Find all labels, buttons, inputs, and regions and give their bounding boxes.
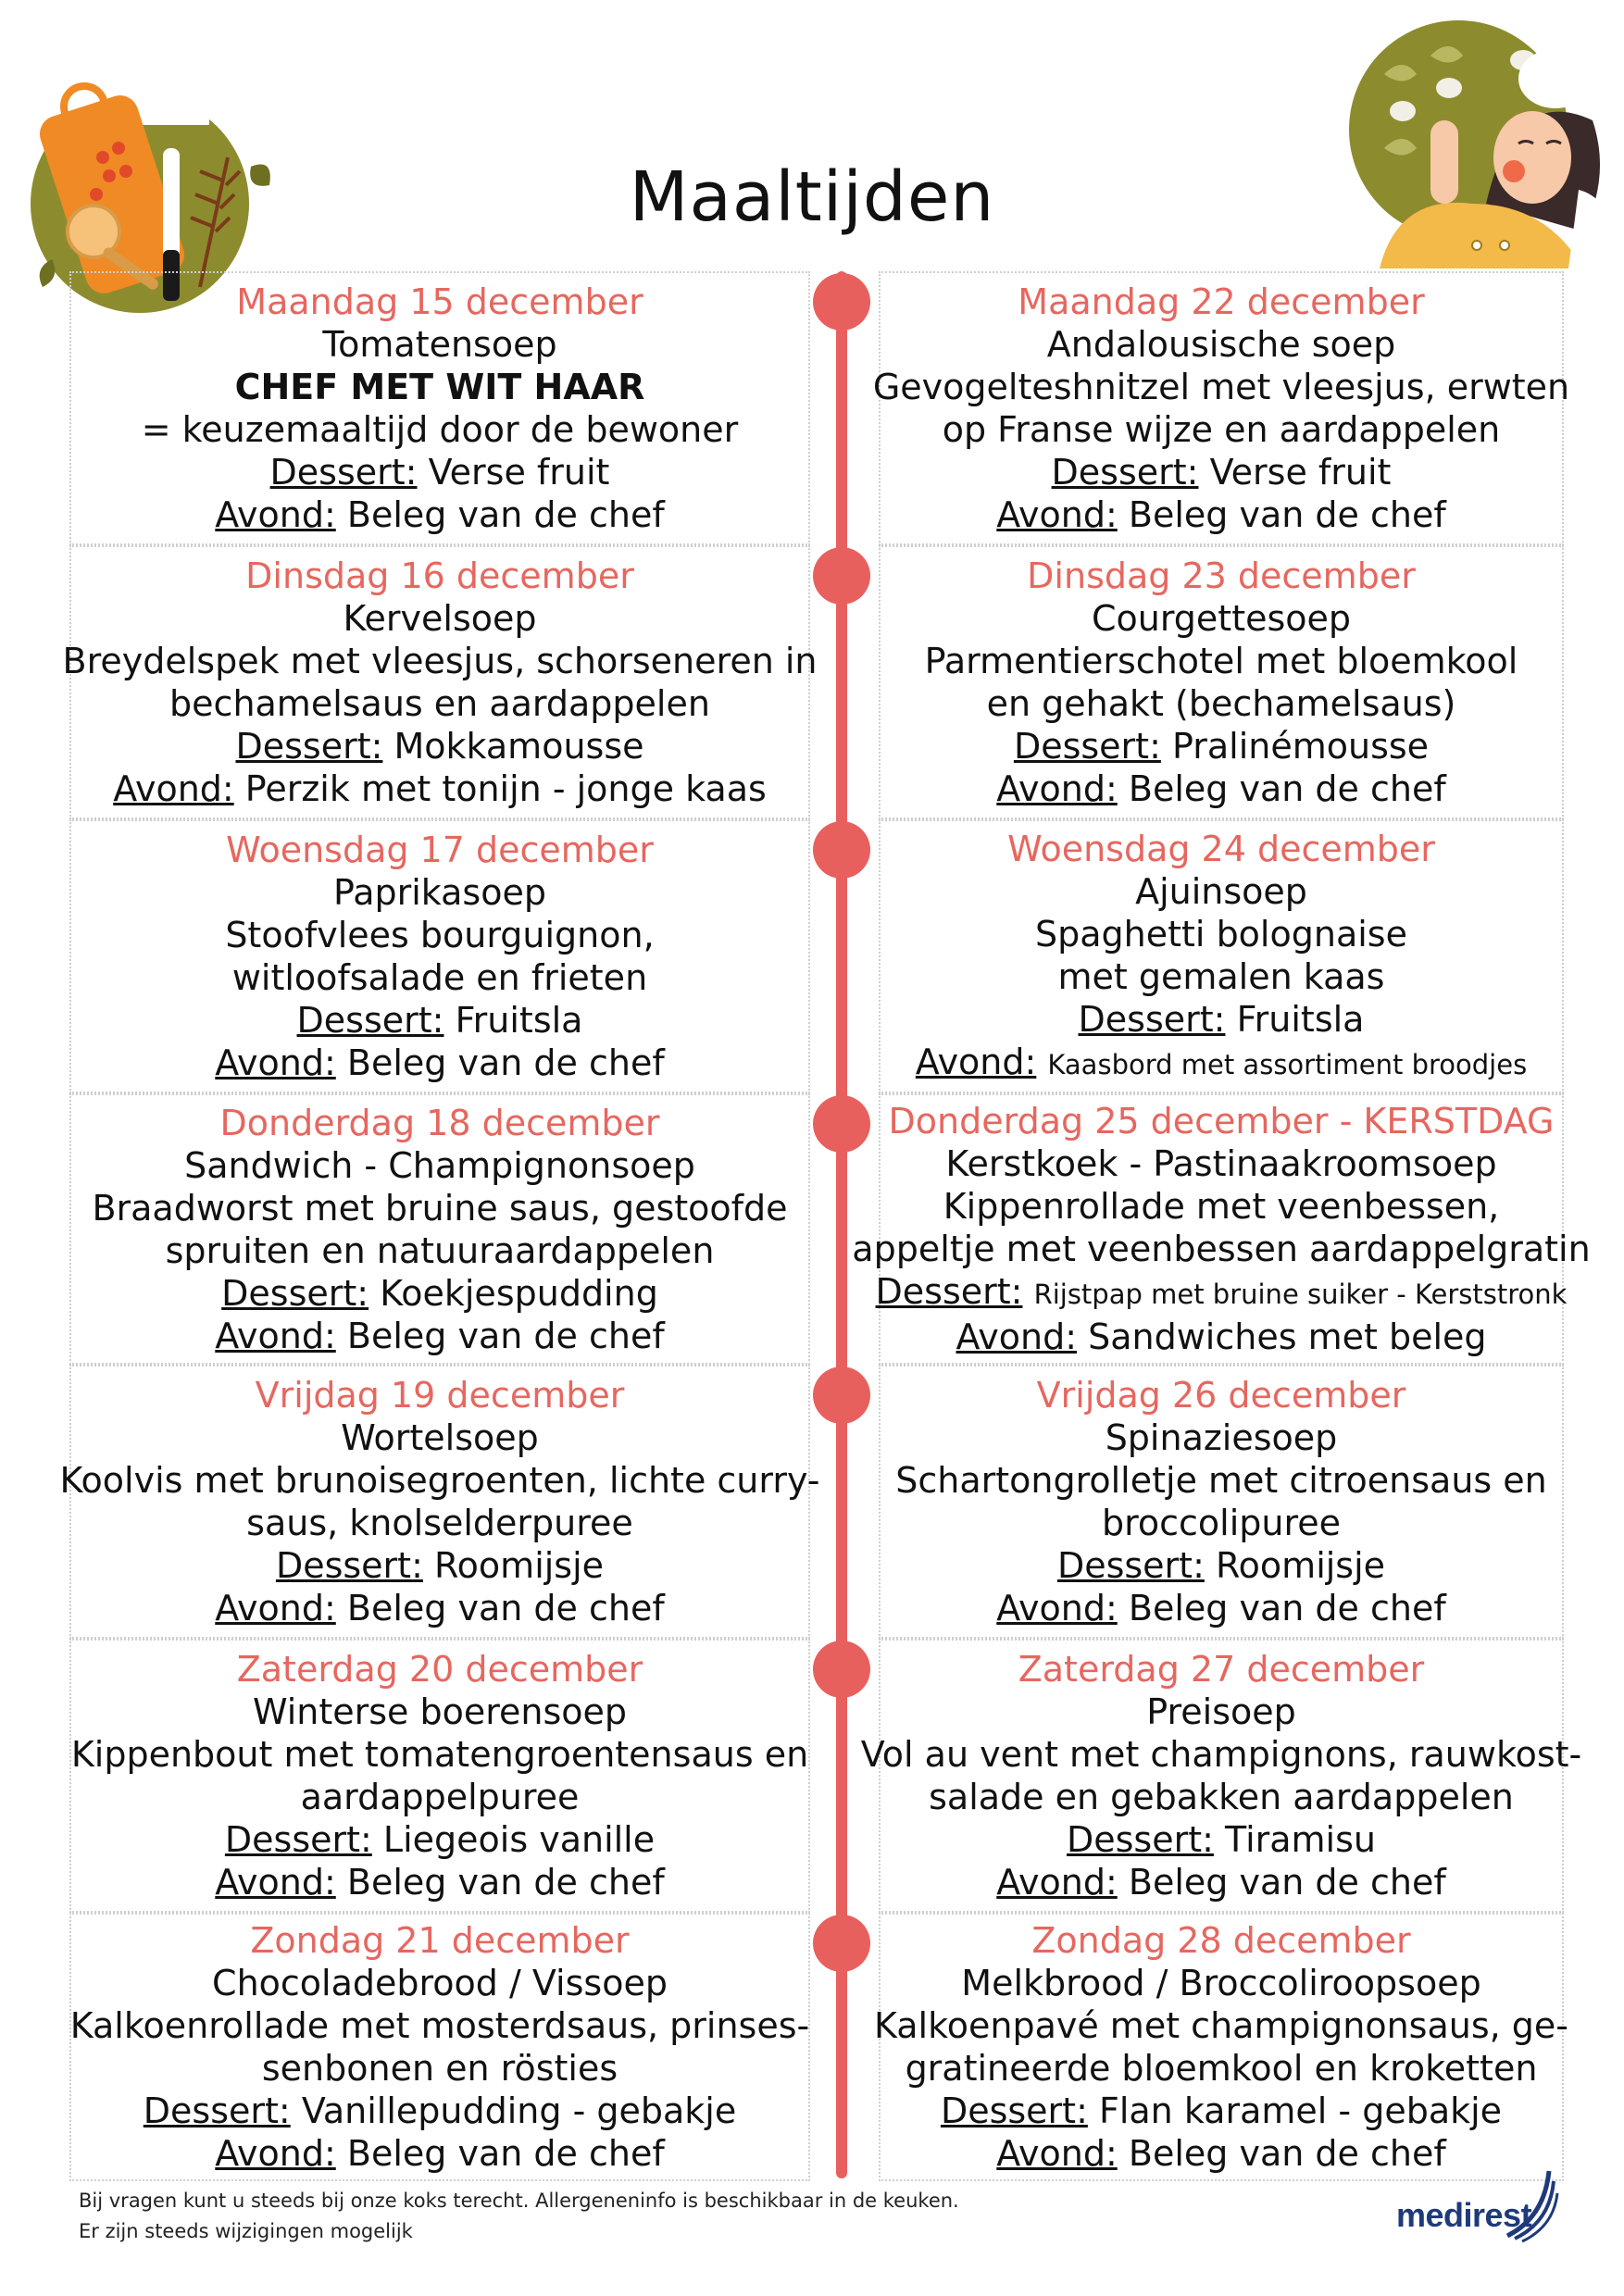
avond-value: Beleg van de chef xyxy=(346,1042,665,1083)
day-heading: Zondag 21 december xyxy=(250,1920,630,1961)
dessert-line xyxy=(941,2090,1502,2132)
avond-line xyxy=(113,767,767,810)
avond-line xyxy=(215,1861,664,1903)
avond-label: Avond: xyxy=(215,1862,336,1903)
avond-label: Avond: xyxy=(996,1588,1118,1628)
day-heading: Maandag 22 december xyxy=(1018,281,1425,322)
dessert-value: Fruitsla xyxy=(1236,998,1365,1040)
dessert-line xyxy=(876,1270,1568,1316)
avond-value: Beleg van de chef xyxy=(1128,1862,1446,1903)
avond-line xyxy=(956,1316,1486,1358)
menu-cell-right xyxy=(879,1365,1564,1639)
day-heading: Woensdag 24 december xyxy=(1007,828,1435,869)
main-dish-line: Kippenbout met tomatengroentensaus en xyxy=(70,1734,809,1775)
dessert-label: Dessert: xyxy=(1013,726,1161,767)
dessert-value: Rijstpap met bruine suiker - Kerststronk xyxy=(1033,1279,1568,1310)
day-heading: Vrijdag 26 december xyxy=(1036,1375,1406,1416)
dessert-value: Flan karamel - gebakje xyxy=(1098,2090,1503,2131)
page-title: Maaltijden xyxy=(629,157,995,237)
dessert-line xyxy=(1052,451,1392,493)
dessert-value: Fruitsla xyxy=(455,1000,583,1041)
main-dish-line: Breydelspek met vleesjus, schorseneren in xyxy=(62,641,818,681)
menu-cell-left xyxy=(62,545,818,819)
menu-cell-right xyxy=(873,1913,1569,2181)
dessert-label: Dessert: xyxy=(1056,1545,1205,1586)
avond-label: Avond: xyxy=(215,2133,336,2174)
main-dish-line: Parmentierschotel met bloemkool xyxy=(924,641,1518,681)
menu-cell-left xyxy=(59,1365,820,1639)
dessert-label: Dessert: xyxy=(275,1545,423,1586)
soup-line: Kerstkoek - Pastinaakroomsoep xyxy=(945,1143,1497,1184)
avond-label: Avond: xyxy=(215,1042,336,1083)
day-heading: Dinsdag 23 december xyxy=(1027,555,1416,596)
avond-line xyxy=(215,2132,664,2175)
soup-line: Wortelsoep xyxy=(341,1417,539,1458)
avond-value: Sandwiches met beleg xyxy=(1088,1316,1487,1357)
main-dish-line: Braadworst met bruine saus, gestoofde xyxy=(92,1187,788,1229)
soup-line: Ajuinsoep xyxy=(1135,870,1307,912)
main-dish-line: broccolipuree xyxy=(1101,1503,1342,1543)
dessert-label: Dessert: xyxy=(1078,998,1226,1040)
dessert-value: Roomijsje xyxy=(1215,1545,1386,1586)
dessert-line xyxy=(221,1272,658,1315)
avond-label: Avond: xyxy=(996,768,1118,809)
menu-cell-left xyxy=(69,819,810,1093)
day-heading: Donderdag 18 december xyxy=(219,1102,660,1143)
soup-line: Chocoladebrood / Vissoep xyxy=(212,1963,668,2003)
dessert-value: Verse fruit xyxy=(1209,452,1392,493)
timeline-dot xyxy=(813,547,870,605)
soup-line: Courgettesoep xyxy=(1091,598,1352,639)
dessert-value: Mokkamousse xyxy=(394,726,644,767)
dessert-value: Tiramisu xyxy=(1225,1819,1376,1860)
dessert-line xyxy=(1067,1818,1376,1861)
day-heading: Zaterdag 27 december xyxy=(1018,1649,1425,1690)
day-heading: Zaterdag 20 december xyxy=(236,1649,643,1690)
day-heading: Vrijdag 19 december xyxy=(255,1375,625,1416)
timeline-dot xyxy=(813,1915,870,1972)
menu-cell-right xyxy=(860,1639,1582,1913)
avond-label: Avond: xyxy=(215,1588,336,1628)
brand-name: medirest xyxy=(1396,2196,1532,2234)
soup-line: Winterse boerensoep xyxy=(252,1691,628,1732)
menu-cell-left xyxy=(69,1639,810,1913)
footer-note: Bij vragen kunt u steeds bij onze koks terecht. Allergeneninfo is beschikbaar in de keuken. xyxy=(79,2190,959,2212)
menu-cell-right xyxy=(879,545,1564,819)
avond-value: Beleg van de chef xyxy=(1128,1588,1446,1628)
avond-line xyxy=(916,1041,1527,1086)
dessert-label: Dessert: xyxy=(269,452,418,493)
timeline-dot xyxy=(813,273,870,331)
avond-line xyxy=(215,1042,664,1084)
main-dish-line: Gevogelteshnitzel met vleesjus, erwten xyxy=(872,367,1570,407)
avond-line xyxy=(996,767,1445,810)
timeline-dot xyxy=(813,1095,870,1153)
dessert-label: Dessert: xyxy=(296,1000,444,1041)
soup-line: Melkbrood / Broccoliroopsoep xyxy=(961,1963,1481,2003)
soup-line: Kervelsoep xyxy=(343,598,537,639)
menu-cell-right xyxy=(879,819,1564,1093)
dessert-line xyxy=(1057,1544,1385,1587)
avond-line xyxy=(215,1315,664,1357)
soup-line: Spinaziesoep xyxy=(1105,1417,1338,1458)
dessert-label: Dessert: xyxy=(875,1271,1023,1312)
soup-line: Paprikasoep xyxy=(333,872,546,913)
avond-value: Perzik met tonijn - jonge kaas xyxy=(244,768,767,809)
dessert-label: Dessert: xyxy=(1066,1819,1214,1860)
dessert-label: Dessert: xyxy=(143,2090,291,2131)
dessert-label: Dessert: xyxy=(221,1272,369,1314)
main-dish-line: gratineerde bloemkool en kroketten xyxy=(905,2048,1538,2089)
dessert-line xyxy=(276,1544,604,1587)
avond-label: Avond: xyxy=(215,494,336,535)
avond-line xyxy=(996,2132,1445,2175)
main-dish-line: = keuzemaaltijd door de bewoner xyxy=(141,409,739,450)
dessert-value: Pralinémousse xyxy=(1171,726,1430,767)
timeline-dot xyxy=(813,821,870,879)
medirest-logo xyxy=(1396,2166,1563,2250)
avond-value: Beleg van de chef xyxy=(1128,768,1446,809)
avond-label: Avond: xyxy=(996,494,1118,535)
avond-label: Avond: xyxy=(956,1316,1077,1357)
day-heading: Dinsdag 16 december xyxy=(245,555,634,596)
dessert-value: Roomijsje xyxy=(433,1545,605,1586)
menu-cell-right xyxy=(852,1093,1591,1365)
soup-line: Preisoep xyxy=(1146,1691,1296,1732)
main-dish-line: op Franse wijze en aardappelen xyxy=(942,409,1501,450)
menu-cell-left xyxy=(69,1913,810,2181)
soup-line: Sandwich - Champignonsoep xyxy=(184,1144,695,1186)
main-dish-line: senbonen en rösties xyxy=(261,2048,618,2089)
main-dish-line: Schartongrolletje met citroensaus en xyxy=(895,1460,1547,1501)
soup-line: Tomatensoep xyxy=(322,324,557,365)
dessert-label: Dessert: xyxy=(224,1819,372,1860)
main-dish-line: bechamelsaus en aardappelen xyxy=(169,683,710,724)
day-heading: Maandag 15 december xyxy=(236,281,643,322)
dessert-value: Verse fruit xyxy=(428,452,610,493)
main-dish-line: aardappelpuree xyxy=(300,1777,580,1817)
main-dish-line: met gemalen kaas xyxy=(1057,955,1385,997)
main-dish-line: salade en gebakken aardappelen xyxy=(929,1777,1514,1817)
avond-value: Beleg van de chef xyxy=(1128,494,1446,535)
main-dish-line: appeltje met veenbessen aardappelgratin xyxy=(852,1229,1591,1269)
main-dish-line: spruiten en natuuraardappelen xyxy=(165,1229,715,1271)
dessert-line xyxy=(1014,725,1429,767)
avond-line xyxy=(996,1587,1445,1629)
dessert-label: Dessert: xyxy=(940,2090,1088,2131)
avond-label: Avond: xyxy=(915,1041,1037,1082)
dessert-label: Dessert: xyxy=(235,726,383,767)
avond-line xyxy=(215,1587,664,1629)
avond-label: Avond: xyxy=(996,1862,1118,1903)
main-dish-line: Kippenrollade met veenbessen, xyxy=(943,1186,1500,1227)
main-dish-line: Vol au vent met champignons, rauwkost- xyxy=(860,1734,1582,1775)
main-dish-line: Kalkoenrollade met mosterdsaus, prinses- xyxy=(69,2005,810,2046)
dessert-line xyxy=(225,1818,655,1861)
avond-line xyxy=(215,493,664,536)
footer-disclaimer: Er zijn steeds wijzigingen mogelijk xyxy=(79,2220,413,2242)
main-dish-line: Spaghetti bolognaise xyxy=(1035,913,1407,955)
dessert-value: Koekjespudding xyxy=(380,1272,658,1314)
menu-cell-left xyxy=(69,1093,810,1365)
main-dish-line: witloofsalade en frieten xyxy=(231,957,648,998)
avond-line xyxy=(996,493,1445,536)
soup-line: Andalousische soep xyxy=(1046,324,1396,365)
avond-value: Kaasbord met assortiment broodjes xyxy=(1047,1048,1528,1080)
dessert-value: Liegeois vanille xyxy=(382,1819,656,1860)
avond-value: Beleg van de chef xyxy=(346,1315,665,1356)
avond-label: Avond: xyxy=(996,2133,1118,2174)
dessert-label: Dessert: xyxy=(1051,452,1199,493)
timeline-dot xyxy=(813,1641,870,1698)
avond-value: Beleg van de chef xyxy=(346,494,665,535)
menu-cell-right xyxy=(872,271,1570,545)
dessert-line xyxy=(270,451,610,493)
main-dish-line: saus, knolselderpuree xyxy=(246,1503,633,1543)
dessert-line xyxy=(235,725,643,767)
day-heading: Donderdag 25 december - KERSTDAG xyxy=(888,1101,1555,1142)
dessert-line xyxy=(297,999,583,1042)
avond-label: Avond: xyxy=(113,768,234,809)
menu-grid xyxy=(59,271,1591,2181)
dessert-value: Vanillepudding - gebakje xyxy=(301,2090,737,2131)
day-heading: Woensdag 17 december xyxy=(226,830,654,870)
dessert-line xyxy=(144,2090,736,2132)
main-dish-line: Kalkoenpavé met champignonsaus, ge- xyxy=(873,2005,1569,2046)
avond-value: Beleg van de chef xyxy=(346,1588,665,1628)
menu-cell-left xyxy=(69,271,810,545)
dessert-line xyxy=(1079,998,1365,1041)
timeline-dot xyxy=(813,1366,870,1424)
day-heading: Zondag 28 december xyxy=(1031,1920,1411,1961)
avond-value: Beleg van de chef xyxy=(346,2133,665,2174)
main-dish-line: CHEF MET WIT HAAR xyxy=(234,367,645,407)
avond-line xyxy=(996,1861,1445,1903)
avond-value: Beleg van de chef xyxy=(346,1862,665,1903)
avond-label: Avond: xyxy=(215,1315,336,1356)
avond-value: Beleg van de chef xyxy=(1128,2133,1446,2174)
main-dish-line: Koolvis met brunoisegroenten, lichte curry- xyxy=(59,1460,820,1501)
main-dish-line: en gehakt (bechamelsaus) xyxy=(986,683,1456,724)
main-dish-line: Stoofvlees bourguignon, xyxy=(225,915,655,955)
